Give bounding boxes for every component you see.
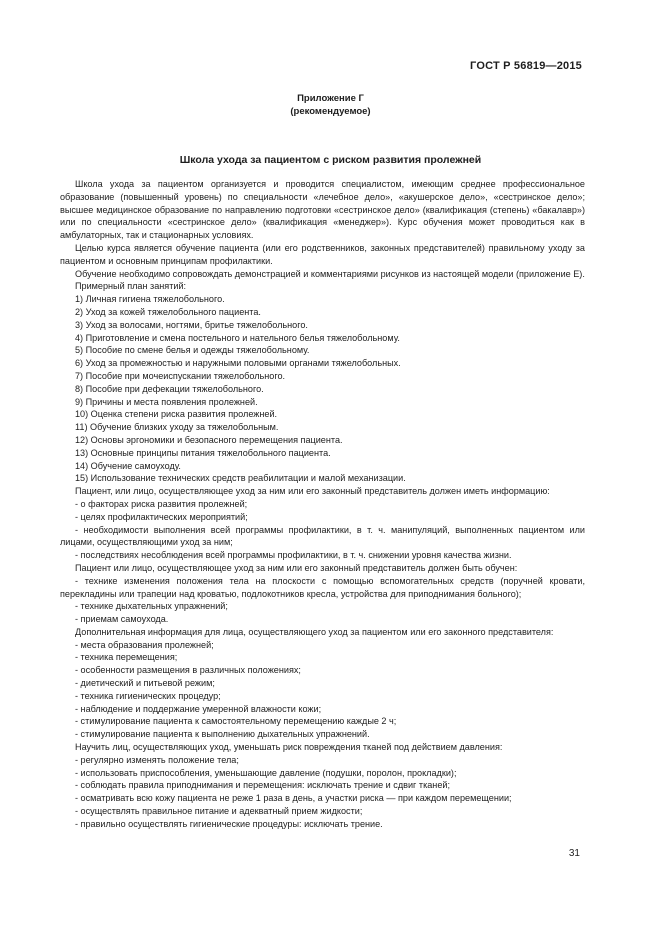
standard-number: ГОСТ Р 56819—2015: [470, 60, 582, 72]
plan-item: 6) Уход за промежностью и наружными половыми органами тяжелобольных.: [75, 358, 401, 369]
list-item: - правильно осуществлять гигиенические процедуры: исключать трение.: [75, 818, 383, 829]
list-item: - стимулирование пациента к самостоятельному перемещению каждые 2 ч;: [75, 716, 397, 727]
list-item: - технике дыхательных упражнений;: [75, 601, 228, 612]
plan-item: 1) Личная гигиена тяжелобольного.: [75, 294, 225, 305]
list-item: - диетический и питьевой режим;: [75, 678, 215, 689]
annex-title: Приложение Г: [297, 93, 364, 104]
list-item: - о факторах риска развития пролежней;: [75, 498, 248, 509]
paragraph: Школа ухода за пациентом организуется и проводится специалистом, имеющим среднее профессиональное образование (повышенный уровень) по специальности «лечебное дело», «акушерское дело», «сестринское дело»; высшее медицинское образование по направлению подготовки «сестринское дело» (квалификация (степень) «бакалавр») или по специальности «сестринское дело» (квалификация «менеджер»). Курс обучения может проводиться как в амбулаторных, так и стационарных условиях.: [60, 179, 585, 241]
list-item: - регулярно изменять положение тела;: [75, 754, 239, 765]
list-item: - соблюдать правила приподнимания и перемещения: исключать трение и сдвиг тканей;: [75, 780, 450, 791]
plan-item: 7) Пособие при мочеиспускании тяжелобольного.: [75, 370, 286, 381]
list-item: - техника перемещения;: [75, 652, 178, 663]
plan-item: 2) Уход за кожей тяжелобольного пациента.: [75, 306, 261, 317]
plan-item: 13) Основные принципы питания тяжелобольного пациента.: [75, 447, 331, 458]
paragraph: Дополнительная информация для лица, осуществляющего уход за пациентом или его законного представителя:: [75, 626, 554, 637]
paragraph: Примерный план занятий:: [75, 281, 187, 292]
section-body: [60, 178, 585, 831]
list-item: - приемам самоухода.: [75, 614, 169, 625]
list-item: - технике изменения положения тела на плоскости с помощью вспомогательных средств (поручней кровати, перекладины или трапеции над кроватью, подлокотников кресла, устройства для приподнимания больного);: [60, 575, 585, 599]
plan-item: 12) Основы эргономики и безопасного перемещения пациента.: [75, 434, 343, 445]
list-item: - осматривать всю кожу пациента не реже 1 раза в день, а участки риска — при каждом перемещении;: [75, 793, 512, 804]
annex-status: (рекомендуемое): [290, 106, 371, 117]
paragraph: Пациент, или лицо, осуществляющее уход за ним или его законный представитель должен иметь информацию:: [75, 486, 550, 497]
list-item: - стимулирование пациента к выполнению дыхательных упражнений.: [75, 729, 370, 740]
plan-item: 15) Использование технических средств реабилитации и малой механизации.: [75, 473, 406, 484]
list-item: - необходимости выполнения всей программы профилактики, в т. ч. манипуляций, выполненных пациентом или лицами, осуществляющими уход за ним;: [60, 524, 585, 548]
page-number: 31: [568, 848, 580, 859]
plan-item: 3) Уход за волосами, ногтями, бритье тяжелобольного.: [75, 319, 308, 330]
paragraph: Целью курса является обучение пациента (или его родственников, законных представителей) правильному уходу за пациентом и основным принципам профилактики.: [60, 242, 585, 266]
paragraph: Пациент или лицо, осуществляющее уход за ним или его законный представитель должен быть обучен:: [75, 562, 518, 573]
plan-item: 9) Причины и места появления пролежней.: [75, 396, 258, 407]
list-item: - использовать приспособления, уменьшающие давление (подушки, поролон, прокладки);: [75, 767, 457, 778]
plan-item: 14) Обучение самоуходу.: [75, 460, 181, 471]
plan-item: 5) Пособие по смене белья и одежды тяжелобольному.: [75, 345, 310, 356]
list-item: - осуществлять правильное питание и адекватный прием жидкости;: [75, 806, 363, 817]
list-item: - места образования пролежней;: [75, 639, 214, 650]
list-item: - особенности размещения в различных положениях;: [75, 665, 301, 676]
section-title: Школа ухода за пациентом с риском развития пролежней: [179, 154, 482, 166]
plan-item: 11) Обучение близких уходу за тяжелобольным.: [75, 422, 279, 433]
list-item: - последствиях несоблюдения всей программы профилактики, в т. ч. снижении уровня качества жизни.: [75, 550, 512, 561]
annex-heading: [0, 92, 661, 118]
list-item: - наблюдение и поддержание умеренной влажности кожи;: [75, 703, 322, 714]
paragraph: Научить лиц, осуществляющих уход, уменьшать риск повреждения тканей под действием давления:: [75, 742, 503, 753]
paragraph: Обучение необходимо сопровождать демонстрацией и комментариями рисунков из настоящей модели (приложение Е).: [75, 268, 585, 279]
plan-item: 10) Оценка степени риска развития пролежней.: [75, 409, 278, 420]
plan-item: 8) Пособие при дефекации тяжелобольного.: [75, 383, 264, 394]
plan-item: 4) Приготовление и смена постельного и нательного белья тяжелобольному.: [75, 332, 400, 343]
list-item: - техника гигиенических процедур;: [75, 690, 221, 701]
list-item: - целях профилактических мероприятий;: [75, 511, 248, 522]
